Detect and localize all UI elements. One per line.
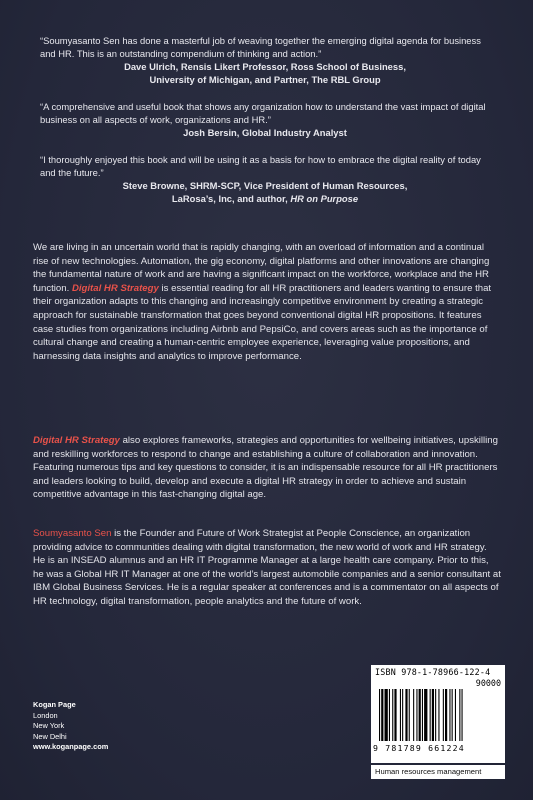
quote-text: “I thoroughly enjoyed this book and will be using it as a basis for how to embrace the digital reality of today and the future.” bbox=[40, 154, 481, 178]
publisher-city: London bbox=[33, 710, 58, 720]
paragraph-text: is essential reading for all HR practitioners and leaders wanting to ensure that their organization adapts to this changing and increasingly competitive environment by creating a strategic approach for sustainable transformation that goes beyond conventional digital HR propositions. It features case studies from organizations including Airbnb and PepsiCo, and covers areas such as the importance of cultural change and creating a human-centric employee experience, leveraging value propositions, and harnessing data insights and analytics to improve performance. bbox=[33, 282, 492, 362]
subject-category: Human resources management bbox=[371, 765, 505, 779]
endorsement-quote bbox=[40, 153, 490, 205]
price-code: 90000 bbox=[475, 678, 501, 688]
barcode-stripe bbox=[389, 689, 390, 741]
quote-attribution: Josh Bersin, Global Industry Analyst bbox=[183, 127, 347, 138]
endorsement-quote bbox=[40, 34, 490, 86]
book-title: Digital HR Strategy bbox=[71, 282, 159, 294]
barcode-bars bbox=[379, 689, 497, 741]
barcode-stripe bbox=[413, 689, 414, 741]
isbn-number: ISBN 978-1-78966-122-4 bbox=[375, 667, 491, 677]
paragraph-text: also explores frameworks, strategies and opportunities for wellbeing initiatives, upskilling and reskilling workforces to respond to change and establishing a culture of collaboration and innovation. Featuring numerous tips and key questions to consider, it is an indispensable resource for all HR practitioners and leaders looking to build, develop and execute a digital HR strategy in order to achieve and sustain competitive advantage in this fast-changing digital age. bbox=[33, 435, 498, 501]
publisher-city: New Delhi bbox=[33, 731, 67, 741]
barcode-stripe bbox=[435, 689, 436, 741]
barcode-stripe bbox=[379, 689, 380, 741]
quote-text: “A comprehensive and useful book that shows any organization how to understand the vast impact of digital business on all aspects of work, organizations and HR.” bbox=[40, 101, 486, 125]
barcode-stripe bbox=[424, 689, 427, 741]
author-bio bbox=[33, 527, 501, 609]
barcode-stripe bbox=[392, 689, 393, 741]
publisher-url: www.koganpage.com bbox=[33, 742, 109, 751]
barcode-stripe bbox=[459, 689, 460, 741]
attribution-prefix: LaRosa’s, Inc, and author, bbox=[171, 193, 291, 204]
author-name: Soumyasanto Sen bbox=[33, 528, 112, 539]
endorsement-quote bbox=[40, 100, 490, 139]
barcode-stripe bbox=[455, 689, 456, 741]
ean-digits: 9 781789 661224 bbox=[373, 743, 465, 753]
description-paragraph bbox=[33, 434, 501, 502]
barcode-stripe bbox=[422, 689, 423, 741]
book-title: Digital HR Strategy bbox=[33, 435, 120, 446]
isbn-barcode bbox=[371, 665, 505, 763]
quote-attribution bbox=[40, 192, 490, 205]
book-title-italic: HR on Purpose bbox=[290, 193, 359, 204]
barcode-stripe bbox=[430, 689, 431, 741]
publisher-city: New York bbox=[33, 721, 65, 730]
endorsements bbox=[40, 34, 490, 219]
paragraph-text: We are living in an uncertain world that is rapidly changing, with an overload of information and a continual rise of new technologies. Automation, the gig economy, digital platforms and other innovations are changing the fundamental nature of work and are having a significant impact on the workforce, workplace and the HR function. bbox=[33, 242, 490, 294]
barcode-stripe bbox=[432, 689, 434, 741]
barcode-stripe bbox=[405, 689, 407, 741]
quote-attribution: Steve Browne, SHRM-SCP, Vice President of Human Resources, bbox=[122, 180, 408, 191]
barcode-stripe bbox=[402, 689, 403, 741]
barcode-stripe bbox=[449, 689, 450, 741]
quote-attribution: Dave Ulrich, Rensis Likert Professor, Ross School of Business, bbox=[124, 61, 406, 72]
barcode-stripe bbox=[394, 689, 396, 741]
publisher-block bbox=[33, 700, 108, 753]
barcode-stripe bbox=[409, 689, 410, 741]
barcode-stripe bbox=[445, 689, 447, 741]
barcode-stripe bbox=[419, 689, 421, 741]
barcode-stripe bbox=[381, 689, 383, 741]
barcode-stripe bbox=[416, 689, 417, 741]
barcode-stripe bbox=[385, 689, 388, 741]
description-paragraph bbox=[33, 241, 501, 363]
barcode-stripe bbox=[452, 689, 453, 741]
barcode-stripe bbox=[443, 689, 444, 741]
quote-attribution: University of Michigan, and Partner, The RBL Group bbox=[149, 74, 381, 85]
barcode-stripe bbox=[400, 689, 401, 741]
bio-text: is the Founder and Future of Work Strategist at People Conscience, an organization providing advice to communities dealing with digital transformation, the new world of work and HR strategy. He is an INSEAD alumnus and an HR IT Programme Manager at a large health care company. Prior to this, he was a Global HR IT Manager at one of the world’s largest automobile companies and a senior consultant at IBM Global Business Services. He is a regular speaker at conferences and is a commentator on all aspects of HR technology, digital transformation, people analytics and the future of work. bbox=[33, 528, 501, 607]
barcode-stripe bbox=[438, 689, 439, 741]
quote-text: “Soumyasanto Sen has done a masterful job of weaving together the emerging digital agenda for business and HR. This is an outstanding compendium of thinking and action.” bbox=[40, 35, 481, 59]
publisher-name: Kogan Page bbox=[33, 700, 76, 709]
barcode-stripe bbox=[462, 689, 463, 741]
